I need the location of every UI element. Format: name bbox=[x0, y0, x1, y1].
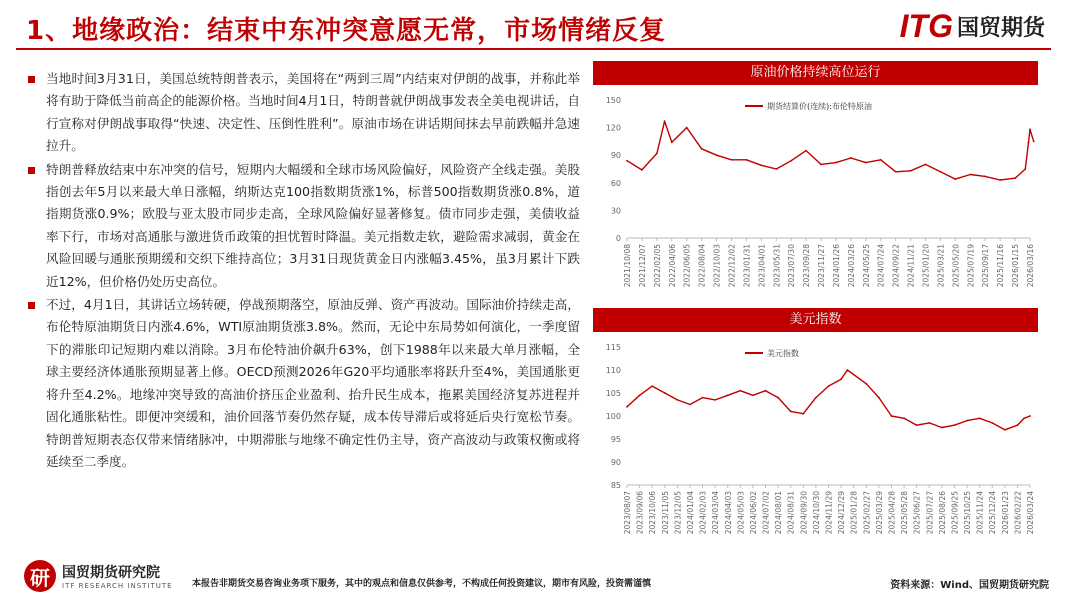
bullet-item-1 bbox=[30, 68, 580, 158]
y-tick-label: 60 bbox=[610, 178, 621, 188]
data-point bbox=[850, 157, 852, 159]
data-point bbox=[727, 394, 729, 396]
data-point bbox=[626, 406, 628, 408]
x-tick-label: 2023/12/05 bbox=[673, 491, 683, 535]
y-tick-label: 115 bbox=[605, 343, 621, 352]
data-point bbox=[626, 160, 628, 162]
y-tick-label: 0 bbox=[615, 234, 621, 243]
data-point bbox=[777, 397, 779, 399]
data-point bbox=[865, 162, 867, 164]
x-tick-label: 2023/07/30 bbox=[787, 244, 797, 288]
data-point bbox=[895, 171, 897, 173]
data-point bbox=[969, 174, 971, 176]
y-tick-label: 90 bbox=[610, 458, 621, 467]
data-point bbox=[1024, 168, 1026, 170]
data-point bbox=[656, 152, 658, 154]
institute-name-cn: 国贸期货研究院 bbox=[62, 565, 160, 581]
data-point bbox=[760, 164, 762, 166]
institute-name bbox=[62, 562, 173, 590]
x-tick-label: 2025/01/20 bbox=[921, 244, 931, 288]
x-tick-label: 2024/09/22 bbox=[891, 244, 901, 288]
x-tick-label: 2021/10/08 bbox=[623, 244, 632, 288]
data-point bbox=[716, 154, 718, 156]
data-point bbox=[846, 369, 848, 371]
y-tick-label: 90 bbox=[610, 151, 621, 161]
x-tick-label: 2025/08/26 bbox=[937, 491, 947, 535]
x-tick-label: 2025/03/21 bbox=[936, 244, 946, 288]
data-point bbox=[805, 150, 807, 152]
x-tick-label: 2024/01/26 bbox=[831, 243, 841, 288]
data-point bbox=[651, 385, 653, 387]
x-tick-label: 2026/03/24 bbox=[1026, 491, 1035, 535]
data-point bbox=[1033, 141, 1035, 143]
data-point bbox=[999, 179, 1001, 181]
bullet-text-1: 当地时间3月31日，美国总统特朗普表示，美国将在“两到三周”内结束对伊朗的战事，并称此举将有助于降低当前高企的能源价格。当地时间4月1日，特朗普就伊朗战事发表全美电视讲话，自行宣称对伊朗战事取得“快速、决定性、压倒性胜利”。原油市场在讲话期间抹去早前跌幅并急速拉升。 bbox=[46, 71, 580, 154]
bullet-list bbox=[30, 68, 580, 474]
institute-name-en: ITF RESEARCH INSTITUTE bbox=[62, 582, 173, 590]
data-point bbox=[765, 390, 767, 392]
page-title: 1、地缘政治：结束中东冲突意愿无常，市场情绪反复 bbox=[26, 16, 667, 46]
x-tick-label: 2024/11/29 bbox=[824, 491, 834, 535]
x-tick-label: 2023/09/06 bbox=[635, 491, 645, 535]
y-tick-label: 100 bbox=[605, 412, 621, 421]
data-point bbox=[686, 127, 688, 129]
data-point bbox=[940, 171, 942, 173]
data-point bbox=[802, 413, 804, 415]
x-tick-label: 2025/07/19 bbox=[966, 244, 976, 288]
x-tick-label: 2023/01/31 bbox=[742, 244, 752, 288]
data-point bbox=[671, 141, 673, 143]
x-tick-label: 2022/06/05 bbox=[682, 244, 692, 288]
x-tick-label: 2023/11/27 bbox=[817, 244, 827, 288]
data-point bbox=[1023, 417, 1025, 419]
x-tick-label: 2023/11/05 bbox=[660, 491, 670, 535]
x-tick-label: 2024/03/04 bbox=[711, 491, 721, 535]
x-tick-label: 2025/05/28 bbox=[900, 491, 910, 535]
x-tick-label: 2026/02/22 bbox=[1013, 491, 1023, 535]
y-tick-label: 105 bbox=[605, 389, 621, 398]
usd-chart-title: 美元指数 bbox=[593, 308, 1038, 332]
bullet-text-2: 特朗普释放结束中东冲突的信号，短期内大幅缓和全球市场风险偏好，风险资产全线走强。美股指创去年5月以来最大单日涨幅，纳斯达克100指数期货涨1%，标普500指数期货涨0.8%，道指期货涨0.9%；欧股与亚太股市同步走高，全球风险偏好显著修复。债市同步走强，美债收益率下行，市场对高通胀与激进货币政策的担忧暂时降温。美元指数走软，避险需求减弱，黄金在风险回暖与通胀预期缓和交织下维持高位；3月31日现货黄金日内涨幅3.45%，虽3月累计下跌近12%，但价格仍处历史高位。 bbox=[46, 161, 580, 289]
data-point bbox=[641, 169, 643, 171]
y-tick-label: 150 bbox=[605, 96, 621, 105]
data-point bbox=[903, 417, 905, 419]
data-point bbox=[689, 404, 691, 406]
oil-price-chart-svg bbox=[593, 86, 1038, 306]
x-tick-label: 2024/07/02 bbox=[761, 491, 771, 535]
oil-price-chart bbox=[593, 86, 1038, 306]
data-point bbox=[954, 424, 956, 426]
bullet-square-icon bbox=[28, 167, 35, 174]
bullet-text-3: 不过，4月1日，其讲话立场转硬，停战预期落空，原油反弹、资产再波动。国际油价持续走高，布伦特原油期货日内涨4.6%，WTI原油期货涨3.8%。然而，无论中东局势如何演化，一季度留下的滞胀印记短期内难以消除。3月布伦特油价飙升63%，创下1988年以来最大单月涨幅，全球主要经济体通胀预期显著上修。OECD预测2026年G20平均通胀率将跃升至4%，美国通胀更将升至4.2%。地缘冲突导致的高油价挤压企业盈利、抬升民生成本，拖累美国经济复苏进程并固化通胀粘性。即便冲突缓和，油价回落节奏仍然存疑，成本传导滞后或将延后央行宽松节奏。特朗普短期表态仅带来情绪脉冲，中期滞胀与地缘不确定性仍主导，资产高波动与政策权衡或将延续至二季度。 bbox=[46, 297, 580, 469]
data-point bbox=[676, 399, 678, 401]
data-point bbox=[835, 162, 837, 164]
x-tick-label: 2025/05/20 bbox=[951, 244, 961, 288]
x-tick-label: 2023/04/01 bbox=[757, 244, 767, 288]
data-point bbox=[775, 168, 777, 170]
chart-0-group bbox=[606, 96, 1035, 287]
data-point bbox=[1029, 415, 1031, 417]
x-tick-label: 2026/01/15 bbox=[1011, 244, 1021, 288]
x-tick-label: 2023/05/31 bbox=[772, 244, 782, 288]
x-tick-label: 2023/10/06 bbox=[648, 491, 658, 535]
x-tick-label: 2022/08/04 bbox=[697, 244, 707, 288]
legend-label: 期货结算价(连续):布伦特原油 bbox=[767, 102, 872, 111]
data-point bbox=[925, 164, 927, 166]
x-tick-label: 2024/05/03 bbox=[736, 491, 746, 535]
series-line bbox=[627, 370, 1030, 430]
bullet-square-icon bbox=[28, 302, 35, 309]
data-point bbox=[790, 160, 792, 162]
x-tick-label: 2023/08/07 bbox=[623, 491, 632, 535]
data-point bbox=[880, 159, 882, 161]
y-tick-label: 110 bbox=[605, 366, 621, 375]
data-point bbox=[790, 411, 792, 413]
x-tick-label: 2025/07/27 bbox=[925, 491, 935, 535]
x-tick-label: 2025/02/27 bbox=[862, 491, 872, 535]
bullet-item-2 bbox=[30, 159, 580, 293]
x-tick-label: 2025/11/24 bbox=[975, 491, 985, 535]
data-point bbox=[828, 385, 830, 387]
data-point bbox=[731, 159, 733, 161]
x-tick-label: 2022/10/03 bbox=[712, 244, 722, 288]
x-tick-label: 2025/03/29 bbox=[874, 491, 884, 535]
data-point bbox=[840, 378, 842, 380]
data-point bbox=[954, 178, 956, 180]
x-tick-label: 2024/09/30 bbox=[799, 491, 809, 535]
x-tick-label: 2025/09/25 bbox=[950, 491, 960, 535]
data-point bbox=[941, 427, 943, 429]
data-point bbox=[739, 390, 741, 392]
x-tick-label: 2021/12/07 bbox=[637, 244, 647, 288]
bullet-item-3 bbox=[30, 294, 580, 473]
x-tick-label: 2023/09/28 bbox=[802, 244, 812, 288]
data-point bbox=[746, 159, 748, 161]
x-tick-label: 2024/10/30 bbox=[811, 491, 821, 535]
data-point bbox=[1028, 141, 1030, 143]
y-tick-label: 85 bbox=[610, 481, 621, 490]
x-tick-label: 2024/07/24 bbox=[876, 244, 886, 288]
data-point bbox=[1029, 129, 1031, 131]
x-tick-label: 2024/12/29 bbox=[837, 491, 847, 535]
x-tick-label: 2025/09/17 bbox=[981, 244, 991, 288]
x-tick-label: 2022/12/02 bbox=[727, 244, 737, 288]
data-point bbox=[979, 417, 981, 419]
data-point bbox=[639, 394, 641, 396]
y-tick-label: 120 bbox=[605, 123, 621, 133]
seal-icon: 研 bbox=[24, 560, 56, 592]
y-tick-label: 30 bbox=[610, 206, 621, 216]
disclaimer-text: 本报告非期货交易咨询业务项下服务，其中的观点和信息仅供参考，不构成任何投资建议，期市有风险，投资需谨慎 bbox=[192, 579, 652, 589]
x-tick-label: 2025/12/24 bbox=[988, 491, 998, 535]
data-point bbox=[865, 383, 867, 385]
usd-index-chart bbox=[593, 333, 1038, 553]
data-point bbox=[1014, 177, 1016, 179]
data-point bbox=[714, 399, 716, 401]
x-tick-label: 2025/11/16 bbox=[996, 244, 1006, 288]
x-tick-label: 2022/02/05 bbox=[652, 244, 662, 288]
data-point bbox=[910, 170, 912, 172]
x-tick-label: 2024/11/21 bbox=[906, 244, 916, 288]
x-tick-label: 2022/04/06 bbox=[667, 244, 677, 288]
x-tick-label: 2025/01/28 bbox=[849, 491, 859, 535]
data-point bbox=[991, 422, 993, 424]
data-point bbox=[815, 397, 817, 399]
x-tick-label: 2025/06/27 bbox=[912, 491, 922, 535]
chart-1-group bbox=[606, 343, 1035, 534]
logo-itg-mark: ITG bbox=[899, 8, 953, 44]
data-point bbox=[984, 175, 986, 177]
data-point bbox=[928, 422, 930, 424]
x-tick-label: 2026/01/23 bbox=[1000, 491, 1010, 535]
x-tick-label: 2024/02/03 bbox=[698, 491, 708, 535]
oil-chart-title: 原油价格持续高位运行 bbox=[593, 61, 1038, 85]
x-tick-label: 2024/06/02 bbox=[748, 491, 758, 535]
data-point bbox=[966, 420, 968, 422]
data-point bbox=[1017, 424, 1019, 426]
data-point bbox=[820, 164, 822, 166]
source-text: 资料来源：Wind、国贸期货研究院 bbox=[890, 580, 1049, 591]
data-point bbox=[664, 120, 666, 122]
bullet-square-icon bbox=[28, 76, 35, 83]
data-point bbox=[916, 424, 918, 426]
legend-label: 美元指数 bbox=[767, 349, 799, 358]
x-tick-label: 2024/08/31 bbox=[786, 491, 796, 535]
x-tick-label: 2024/08/01 bbox=[774, 491, 784, 535]
x-tick-label: 2024/05/25 bbox=[861, 244, 871, 288]
x-tick-label: 2024/03/26 bbox=[846, 244, 856, 288]
x-tick-label: 2025/10/25 bbox=[963, 491, 973, 535]
research-institute-logo bbox=[24, 560, 173, 592]
data-point bbox=[752, 394, 754, 396]
usd-index-chart-svg bbox=[593, 333, 1038, 553]
company-logo bbox=[900, 8, 1045, 45]
data-point bbox=[702, 397, 704, 399]
data-point bbox=[891, 415, 893, 417]
series-line bbox=[627, 121, 1034, 180]
y-tick-label: 95 bbox=[610, 435, 621, 444]
x-tick-label: 2024/04/03 bbox=[723, 491, 733, 535]
logo-company-name: 国贸期货 bbox=[956, 16, 1045, 41]
data-point bbox=[878, 397, 880, 399]
x-tick-label: 2025/04/28 bbox=[887, 491, 897, 535]
data-point bbox=[664, 392, 666, 394]
data-point bbox=[1004, 429, 1006, 431]
x-tick-label: 2026/03/16 bbox=[1026, 244, 1035, 288]
title-divider bbox=[16, 48, 1051, 50]
x-tick-label: 2024/01/04 bbox=[685, 491, 695, 535]
data-point bbox=[701, 148, 703, 150]
